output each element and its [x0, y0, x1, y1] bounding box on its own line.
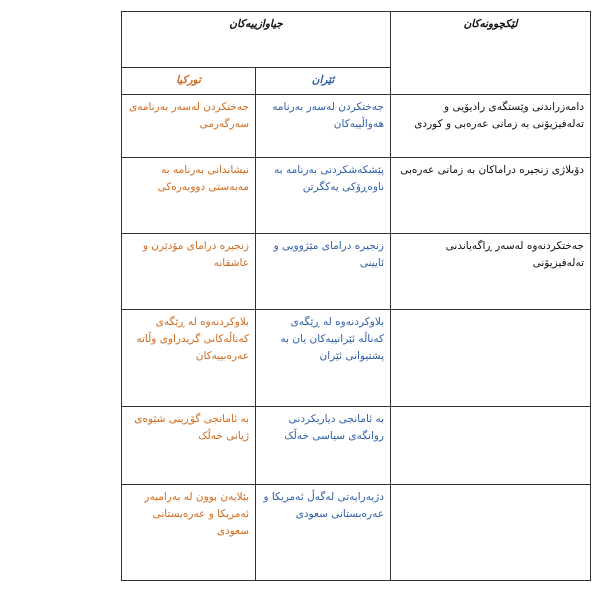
similarity-cell: [391, 407, 591, 485]
similarity-cell: جەختکردنەوە لەسەر ڕاگەیاندنی تەلەفیزیۆنی: [391, 234, 591, 310]
turkey-header: تورکیا: [122, 68, 256, 95]
table-row: [122, 407, 591, 485]
comparison-table: [121, 11, 591, 581]
table-row: [122, 234, 591, 310]
differences-header: جیاوازییەکان: [122, 12, 391, 68]
turkey-cell: بە ئامانجی گۆڕینی شێوەی ژیانی خەڵک: [122, 407, 256, 485]
iran-cell: زنجیرە درامای مێژوویی و ئایینی: [256, 234, 391, 310]
similarity-cell: دامەزراندنی وێستگەی رادیۆیی و تەلەفیزیۆنی بە زمانی عەرەبی و کوردی: [391, 95, 591, 158]
similarity-cell: [391, 485, 591, 581]
turkey-cell: نیشاندانی بەرنامە بە مەبەستی دووبەرەکی: [122, 158, 256, 234]
turkey-cell: زنجیرە درامای مۆدێرن و عاشقانە: [122, 234, 256, 310]
similarity-cell: دۆبلاژی زنجیرە دراماکان بە زمانی عەرەبی: [391, 158, 591, 234]
turkey-cell: بلاوکردنەوە لە ڕێگەی کەناڵەکانی گریدراوی وڵاتە عەرەبییەکان: [122, 310, 256, 407]
iran-cell: بلاوکردنەوە لە ڕێگەی کەناڵە ئێرانییەکان یان بە پشتیوانی ئێران: [256, 310, 391, 407]
turkey-cell: بێلایەن بوون لە بەرامبەر ئەمریکا و عەرەبستانی سعودی: [122, 485, 256, 581]
table-row: [122, 158, 591, 234]
iran-cell: بە ئامانجی دیاریکردنی روانگەی سیاسی خەڵک: [256, 407, 391, 485]
turkey-cell: جەختکردن لەسەر بەرنامەی سەرگەرمی: [122, 95, 256, 158]
iran-header: ئێران: [256, 68, 391, 95]
similarity-cell: [391, 310, 591, 407]
table-row: [122, 485, 591, 581]
iran-cell: پێشکەشکردنی بەرنامە بە ناوەڕۆکی یەکگرتن: [256, 158, 391, 234]
table-row: [122, 95, 591, 158]
iran-cell: دژبەرایەتی لەگەڵ ئەمریکا و عەرەبستانی سعودی: [256, 485, 391, 581]
header-row: [122, 12, 591, 68]
iran-cell: جەختکردن لەسەر بەرنامە هەواڵییەکان: [256, 95, 391, 158]
table-row: [122, 310, 591, 407]
similarities-header: لێکچوونەکان: [391, 12, 591, 95]
